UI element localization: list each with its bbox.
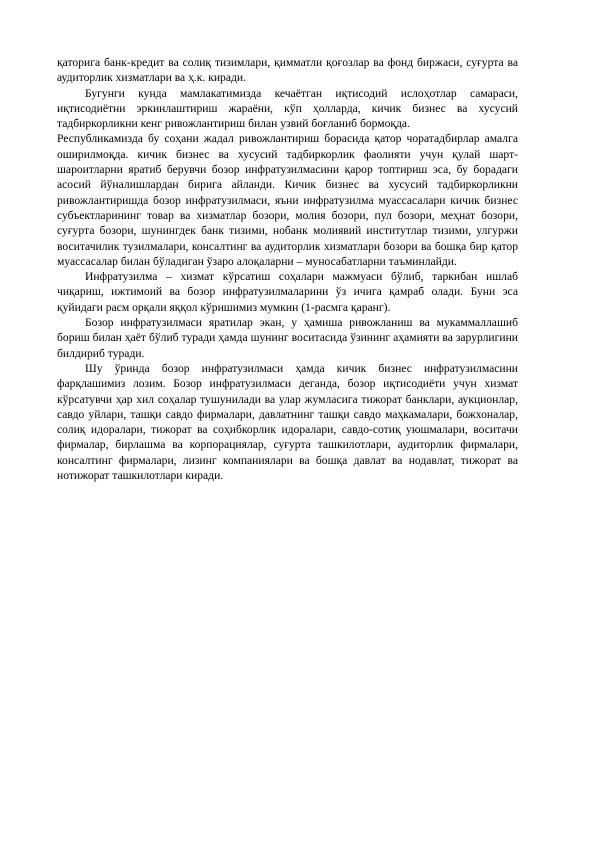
paragraph-6: Шу ўринда бозор инфратузилмаси ҳамда кичик бизнес инфратузилмасини фарқлашимиз лозим. Бозор инфратузилмаси деганда, бозор иқтисодиёти учун хизмат кўрсатувчи ҳар хил соҳалар тушунилади ва улар жумласига тижорат банклари, аукционлар, савдо уйлари, ташқи савдо фирмалари, давлатнинг ташқи савдо маҳкамалари, божхоналар, солиқ идоралари, тижорат ва соҳибкорлик идоралари, савдо-сотиқ уюшмалари, воситачи фирмалар, бирлашма ва корпорациялар, суғурта ташкилотлари, аудиторлик фирмалари, консалтинг фирмалари, лизинг компаниялари ва бошқа давлат ва нодавлат, тижорат ва нотижорат ташкилотлари киради. bbox=[57, 361, 518, 483]
paragraph-3: Республикамизда бу соҳани жадал ривожлантириш борасида қатор чоратадбирлар амалга оширилмоқда. кичик бизнес ва хусусий тадбиркорлик фаолияти учун қулай шарт-шароитларни яратиб берувчи бозор инфратузилмасини қарор топтириш эса, бу борадаги асосий йўналишлардан бирига айланди. Кичик бизнес ва хусусий тадбиркорликни ривожлантиришда бозор инфратузилмаси, яъни инфратузилма муассасалари кичик бизнес субъектларининг товар ва хизматлар бозори, молия бозори, пул бозори, меҳнат бозори, суғурта бозори, шунингдек банк тизими, нобанк молиявий институтлар тизими, улгуржи воситачилик тузилмалари, консалтинг ва аудиторлик хизматлари бозори ва бошқа бир қатор муассасалар билан бўладиган ўзаро алоқаларни – муносабатларни таъминлайди. bbox=[57, 132, 518, 268]
paragraph-4: Инфратузилма – хизмат кўрсатиш соҳалари мажмуаси бўлиб, таркибан ишлаб чиқариш, ижтимоий ва бозор инфратузилмаларини ўз ичига қамраб олади. Буни эса қуйидаги расм орқали яққол кўришимиз мумкин (1-расмга қаранг). bbox=[57, 270, 518, 314]
paragraph-2: Бугунги кунда мамлакатимизда кечаётган иқтисодий ислоҳотлар самараси, иқтисодиётни эркинлаштириш жараёни, кўп ҳолларда, кичик бизнес ва хусусий тадбиркорликни кенг ривожлантириш билан узвий боғланиб бормоқда. bbox=[57, 86, 518, 131]
paragraph-5: Бозор инфратузилмаси яратилар экан, у ҳамиша ривожланиш ва мукаммаллашиб бориш билан ҳаёт бўлиб туради ҳамда шунинг воситасида ўзининг аҳамияти ва зарурлигини билдириб туради. bbox=[57, 316, 518, 360]
paragraph-1: қаторига банк-кредит ва солиқ тизимлари, қимматли қоғозлар ва фонд биржаси, суғурта ва аудиторлик хизматлари ва ҳ.к. киради. bbox=[57, 56, 518, 85]
document-page bbox=[57, 55, 518, 483]
